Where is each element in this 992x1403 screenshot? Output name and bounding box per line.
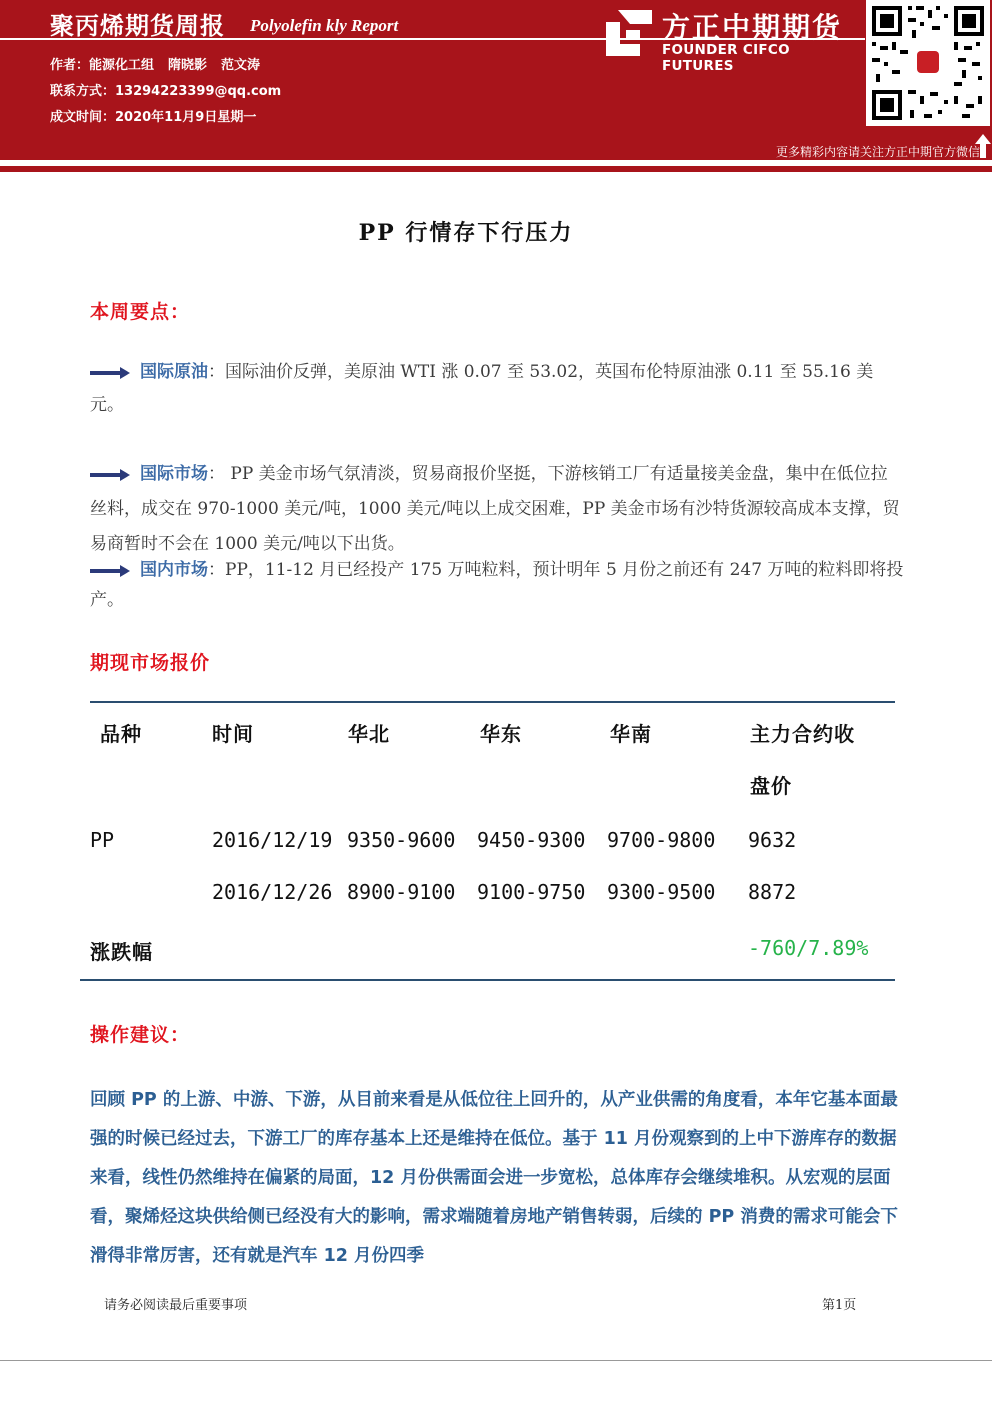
table-cell: 9700-9800: [607, 828, 716, 852]
author-name: 范文涛: [221, 58, 261, 73]
arrow-bullet-icon: [90, 367, 130, 379]
author-label: 作者：: [50, 58, 90, 73]
table-cell: 2016/12/19: [212, 828, 333, 852]
advice-paragraph: 回顾 PP 的上游、中游、下游，从目前来看是从低位往上回升的，从产业供需的角度看，本年它基本面最强的时候已经过去，下游工厂的库存基本上还是维持在低位。基于 11 月份观察到的上中下游库存的数据来看，线性仍然维持在偏紧的局面，12 月份供需面会进一步宽松，总体库存会继续堆积。从宏观的层面看，聚烯烃这块供给侧已经没有大的影响，需求端随着房地产销售转弱，后续的 PP 消费的需求可能会下滑得非常厉害，还有就是汽车 12 月份四季: [90, 1090, 898, 1266]
bullet-lead: 国内市场: [140, 560, 208, 580]
page-number: 第1页: [822, 1298, 857, 1313]
up-arrow-icon: [975, 134, 991, 158]
table-header: 品种: [100, 722, 142, 746]
follow-wechat-text: 更多精彩内容请关注方正中期官方微信: [775, 145, 980, 159]
authors-line: [50, 54, 260, 73]
bullet-text: ：国际油价反弹，美原油 WTI 涨 0.07 至 53.02，英国布伦特原油涨 0.11 至 55.16 美元。: [90, 362, 874, 415]
table-header: 华北: [348, 722, 390, 746]
bullet-text: ： PP 美金市场气氛清淡，贸易商报价坚挺，下游核销工厂有适量接美金盘，集中在低位拉丝料，成交在 970-1000 美元/吨，1000 美元/吨以上成交困难，PP 美金市场有沙特货源较高成本支撑，贸易商暂时不会在 1000 美元/吨以下出货。: [90, 464, 900, 554]
table-cell: 9450-9300: [477, 828, 586, 852]
table-bottom-rule: [80, 979, 895, 981]
author-name: 能源化工组: [89, 58, 155, 73]
table-cell: PP: [90, 828, 115, 852]
document-title: PP 行情存下行压力: [358, 220, 574, 246]
logo-mark-icon: [604, 8, 654, 58]
change-label: 涨跌幅: [90, 940, 153, 964]
table-header: 华南: [610, 722, 652, 746]
table-cell: 2016/12/26: [212, 880, 333, 904]
table-cell: 8872: [748, 880, 797, 904]
footer-notice: 请务必阅读最后重要事项: [104, 1298, 248, 1313]
company-logo: [604, 6, 864, 74]
table-header: 华东: [480, 722, 522, 746]
section-market-heading: 期现市场报价: [90, 652, 211, 674]
table-cell: 8900-9100: [347, 880, 456, 904]
table-cell: 9300-9500: [607, 880, 716, 904]
table-cell: 9632: [748, 828, 797, 852]
publish-date: 成文时间：2020年11月9日星期一: [50, 110, 257, 125]
contact-info: 联系方式：13294223399@qq.com: [50, 84, 282, 99]
bullet-crude-oil: [90, 356, 904, 422]
arrow-bullet-icon: [90, 565, 130, 577]
section-advice-heading: 操作建议：: [90, 1024, 191, 1046]
footer-rule: [0, 1360, 992, 1361]
report-header: [0, 0, 992, 160]
logo-chinese-name: 方正中期期货: [662, 11, 843, 44]
table-header: 盘价: [750, 774, 792, 798]
table-cell: 9100-9750: [477, 880, 586, 904]
table-header: 时间: [212, 722, 254, 746]
logo-english-name: FOUNDER CIFCO FUTURES: [662, 42, 790, 74]
report-title: 聚丙烯期货周报: [50, 12, 225, 40]
author-name: 隋晓影: [168, 58, 208, 73]
table-top-rule: [90, 701, 895, 703]
table-cell: 9350-9600: [347, 828, 456, 852]
header-rule: [0, 166, 992, 172]
bullet-lead: 国际原油: [140, 362, 208, 382]
bullet-international-market: [90, 457, 904, 562]
bullet-text: ：PP，11-12 月已经投产 175 万吨粒料，预计明年 5 月份之前还有 247 万吨的粒料即将投产。: [90, 560, 904, 610]
section-highlights-heading: 本周要点：: [90, 301, 191, 323]
bullet-domestic-market: [90, 555, 904, 615]
qr-pattern: [866, 0, 990, 126]
qr-code-icon: [866, 0, 990, 126]
table-header: 主力合约收: [750, 722, 855, 746]
arrow-bullet-icon: [90, 469, 130, 481]
report-subtitle: Polyolefin kly Report: [250, 16, 399, 35]
bullet-lead: 国际市场: [140, 464, 208, 484]
change-value: -760/7.89%: [748, 936, 869, 960]
